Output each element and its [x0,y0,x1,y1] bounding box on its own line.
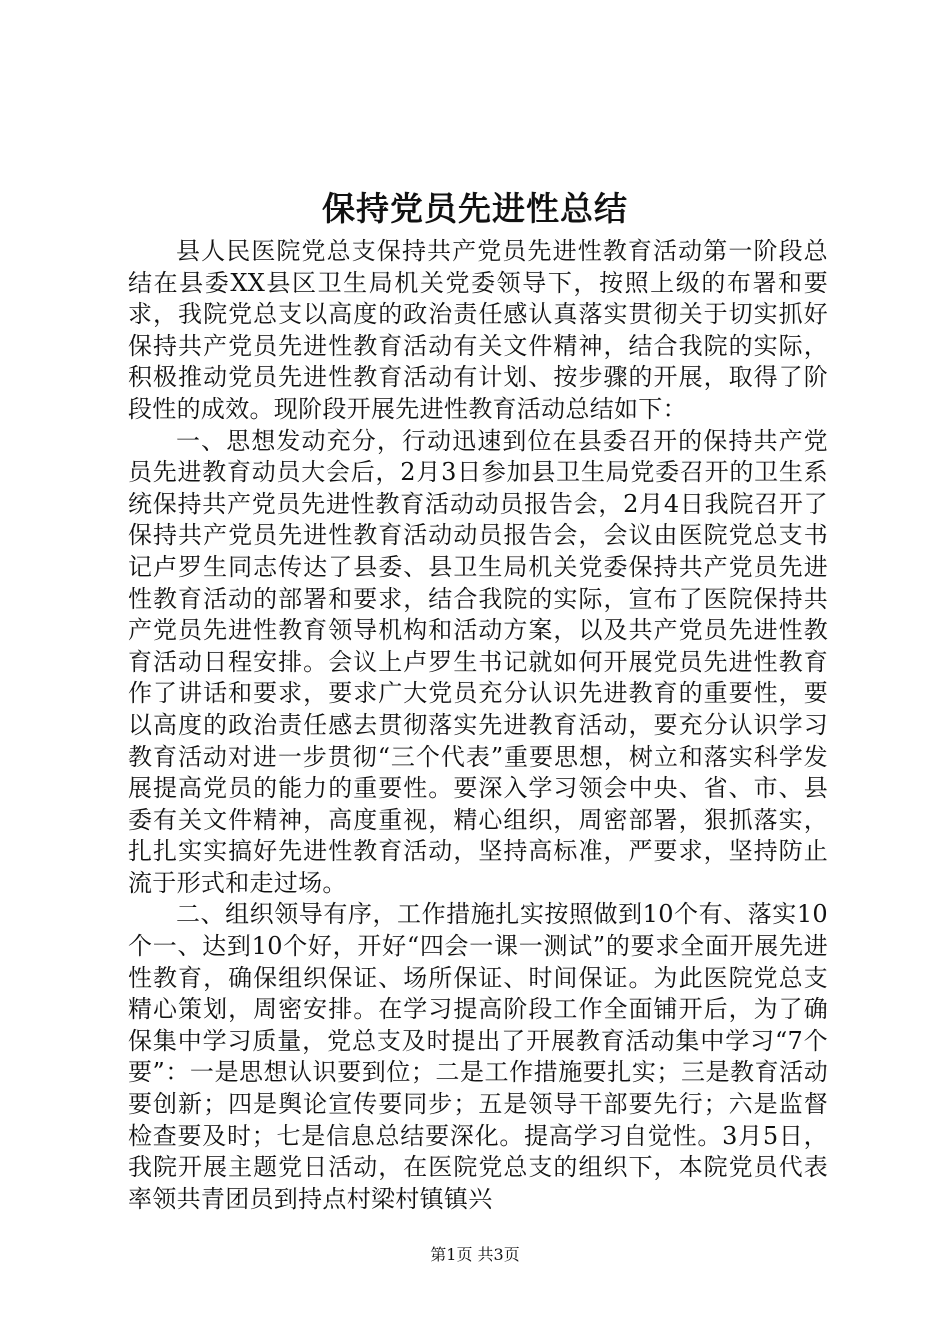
document-body [128,236,828,1215]
paragraph-section-1: 一、思想发动充分，行动迅速到位在县委召开的保持共产党员先进教育动员大会后，2月3日参加县卫生局党委召开的卫生系统保持共产党员先进性教育活动动员报告会，2月4日我院召开了保持共产党员先进性教育活动动员报告会，会议由医院党总支书记卢罗生同志传达了县委、县卫生局机关党委保持共产党员先进性教育活动的部署和要求，结合我院的实际，宣布了医院保持共产党员先进性教育领导机构和活动方案，以及共产党员先进性教育活动日程安排。会议上卢罗生书记就如何开展党员先进性教育作了讲话和要求，要求广大党员充分认识先进教育的重要性，要以高度的政治责任感去贯彻落实先进教育活动，要充分认识学习教育活动对进一步贯彻“三个代表”重要思想，树立和落实科学发展提高党员的能力的重要性。要深入学习领会中央、省、市、县委有关文件精神，高度重视，精心组织，周密部署，狠抓落实，扎扎实实搞好先进性教育活动，坚持高标准，严要求，坚持防止流于形式和走过场。 [128,426,828,897]
paragraph-intro: 县人民医院党总支保持共产党员先进性教育活动第一阶段总结在县委XX县区卫生局机关党委领导下，按照上级的布署和要求，我院党总支以高度的政治责任感认真落实贯彻关于切实抓好保持共产党员先进性教育活动有关文件精神，结合我院的实际，积极推动党员先进性教育活动有计划、按步骤的开展，取得了阶段性的成效。现阶段开展先进性教育活动总结如下： [128,237,828,423]
document-title: 保持党员先进性总结 [322,189,628,228]
paragraph-section-2: 二、组织领导有序，工作措施扎实按照做到10个有、落实10个一、达到10个好，开好“四会一课一测试”的要求全面开展先进性教育，确保组织保证、场所保证、时间保证。为此医院党总支精心策划，周密安排。在学习提高阶段工作全面铺开后，为了确保集中学习质量，党总支及时提出了开展教育活动集中学习“7个要”：一是思想认识要到位；二是工作措施要扎实；三是教育活动要创新；四是舆论宣传要同步；五是领导干部要先行；六是监督检查要及时；七是信息总结要深化。提高学习自觉性。3月5日，我院开展主题党日活动，在医院党总支的组织下，本院党员代表率领共青团员到持点村梁村镇镇兴 [128,900,828,1213]
page-footer: 第1页 共3页 [430,1245,520,1264]
